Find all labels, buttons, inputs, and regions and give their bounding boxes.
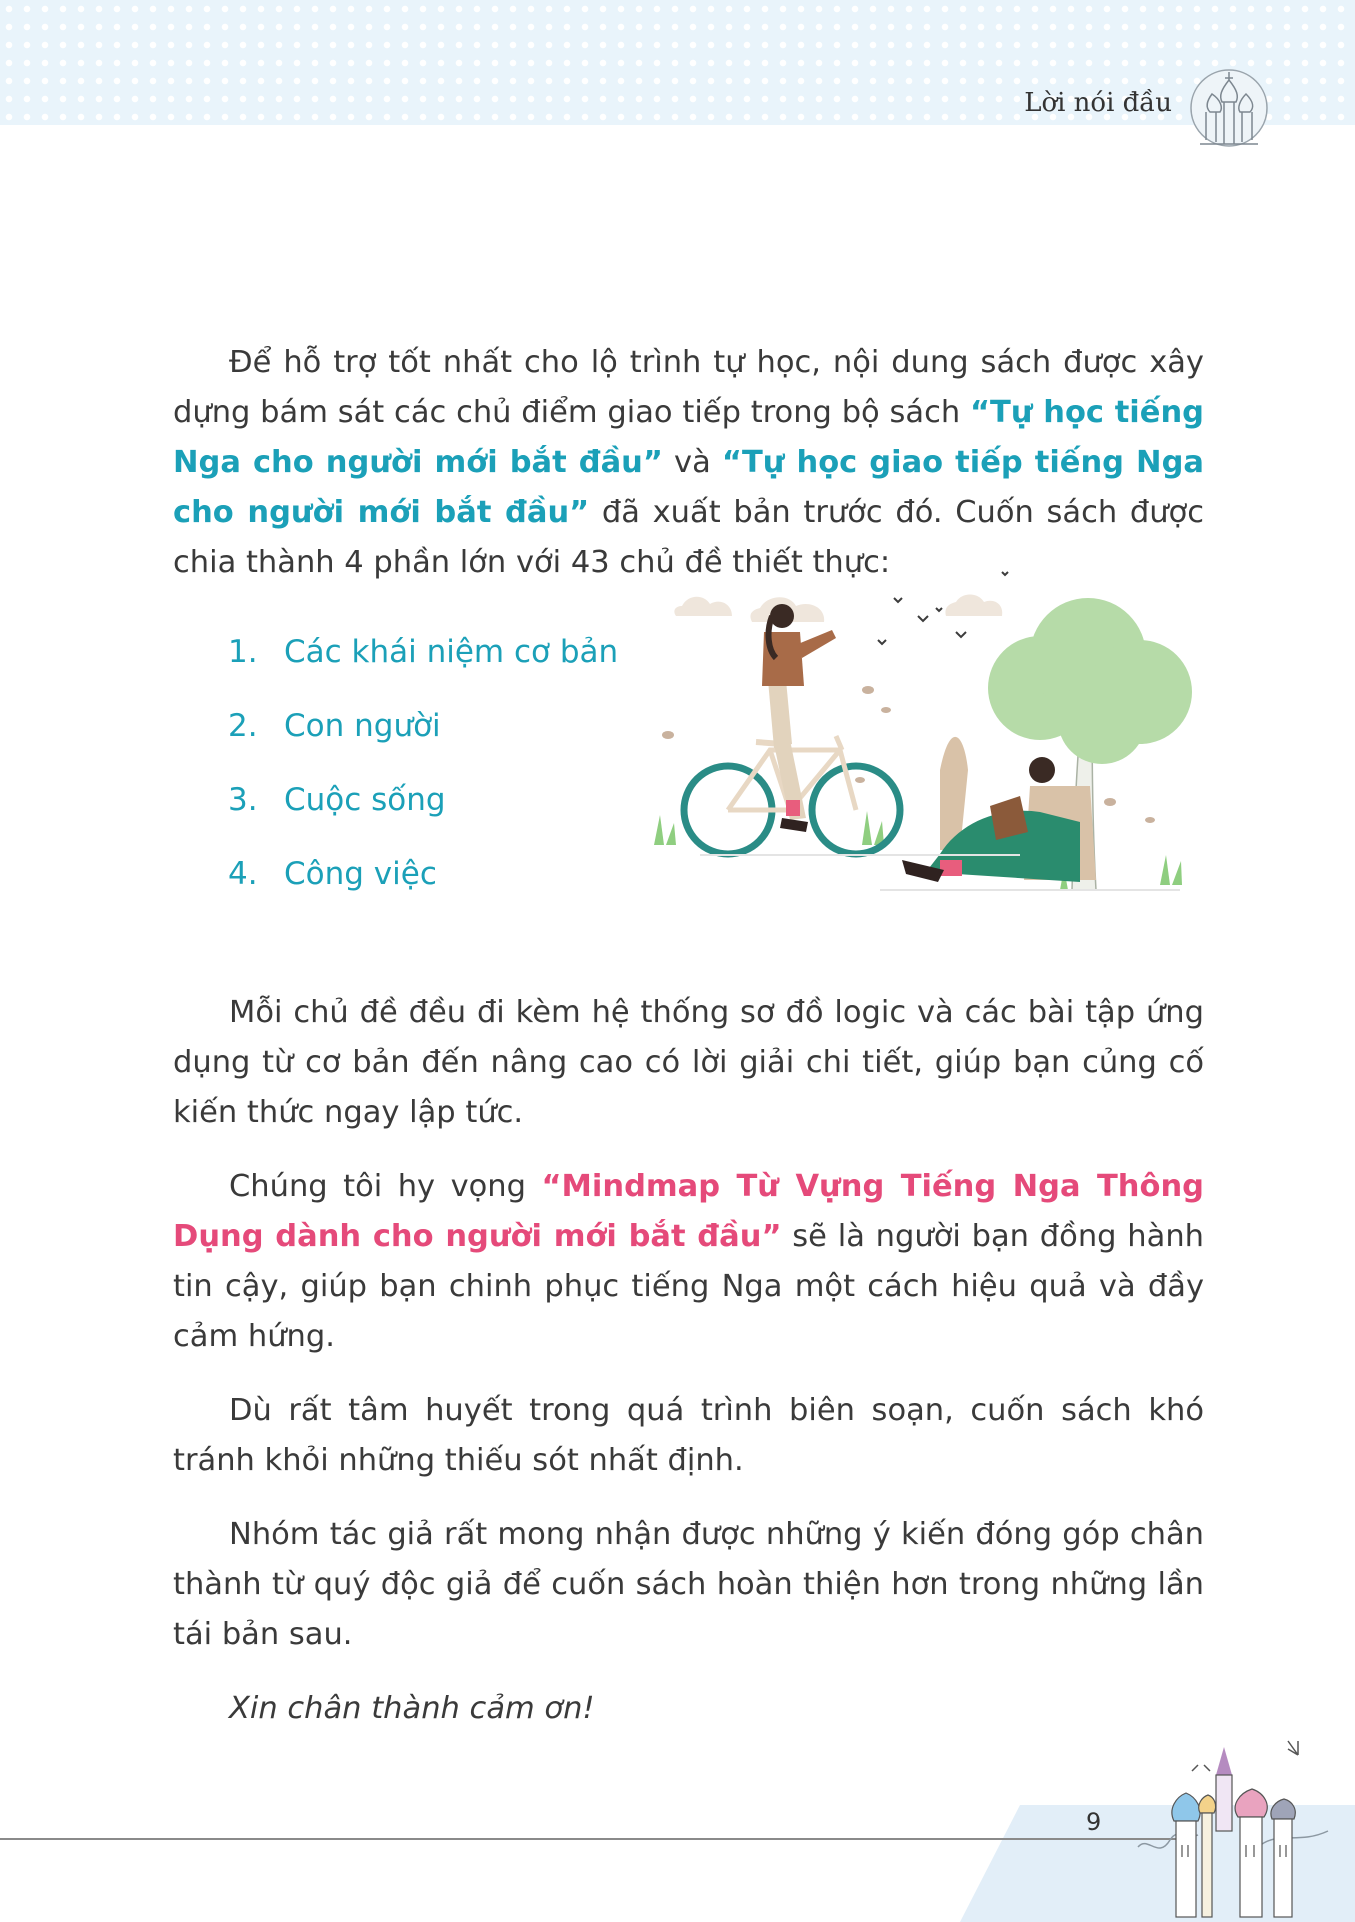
list-item-label: Con người (284, 708, 441, 744)
list-item-number: 4. (228, 856, 258, 892)
hope-text-end: sẽ là người bạn đồng hành tin cậy, giúp bạn chinh phục tiếng Nga một cách hiệu quả và đầy cảm hứng. (173, 1219, 1204, 1354)
list-item (228, 849, 618, 923)
kremlin-skyline-icon (1128, 1735, 1343, 1922)
list-item (228, 627, 618, 701)
paragraph-apology: Dù rất tâm huyết trong quá trình biên soạn, cuốn sách khó tránh khỏi những thiếu sót nhất định. (173, 1393, 1204, 1478)
list-item (228, 775, 618, 849)
hope-text-start: Chúng tôi hy vọng (229, 1169, 542, 1204)
page-number: 9 (1086, 1808, 1102, 1836)
list-item (228, 701, 618, 775)
topic-list (228, 627, 618, 923)
intro-text-end: đã xuất bản trước đó. Cuốn sách được chia thành 4 phần lớn với 43 chủ đề thiết thực: (173, 495, 1204, 580)
section-title: Lời nói đầu (1024, 88, 1172, 118)
intro-and: và (662, 445, 722, 480)
signoff: Xin chân thành cảm ơn! (229, 1691, 595, 1726)
list-item-number: 2. (228, 708, 258, 744)
reading-person-icon (902, 737, 1096, 882)
book-title-1: “Tự học tiếng Nga cho người mới bắt đầu” (173, 395, 1204, 480)
list-item-label: Công việc (284, 856, 437, 892)
book-title-2: “Tự học giao tiếp tiếng Nga cho người mới bắt đầu” (173, 445, 1204, 530)
park-illustration (640, 560, 1200, 895)
cloud-icon (674, 595, 1002, 623)
body-text (173, 338, 1204, 1758)
paragraph-topics: Mỗi chủ đề đều đi kèm hệ thống sơ đồ logic và các bài tập ứng dụng từ cơ bản đến nâng cao có lời giải chi tiết, giúp bạn củng cố kiến thức ngay lập tức. (173, 995, 1204, 1130)
intro-text-start: Để hỗ trợ tốt nhất cho lộ trình tự học, nội dung sách được xây dựng bám sát các chủ điểm giao tiếp trong bộ sách (173, 345, 1204, 430)
kremlin-badge-icon (1188, 64, 1270, 150)
list-item-label: Các khái niệm cơ bản (284, 634, 619, 670)
list-item-label: Cuộc sống (284, 782, 446, 818)
onion-dome-icons (1172, 1747, 1295, 1917)
paragraph-feedback: Nhóm tác giả rất mong nhận được những ý kiến đóng góp chân thành từ quý độc giả để cuốn sách hoàn thiện hơn trong những lần tái bản sau. (173, 1517, 1204, 1652)
footer-divider (0, 1838, 1190, 1840)
intro-paragraph (173, 338, 1204, 588)
mindmap-book-title: “Mindmap Từ Vựng Tiếng Nga Thông Dụng dành cho người mới bắt đầu” (173, 1169, 1204, 1254)
list-item-number: 1. (228, 634, 258, 670)
list-item-number: 3. (228, 782, 258, 818)
paragraph-hope (173, 1162, 1204, 1362)
